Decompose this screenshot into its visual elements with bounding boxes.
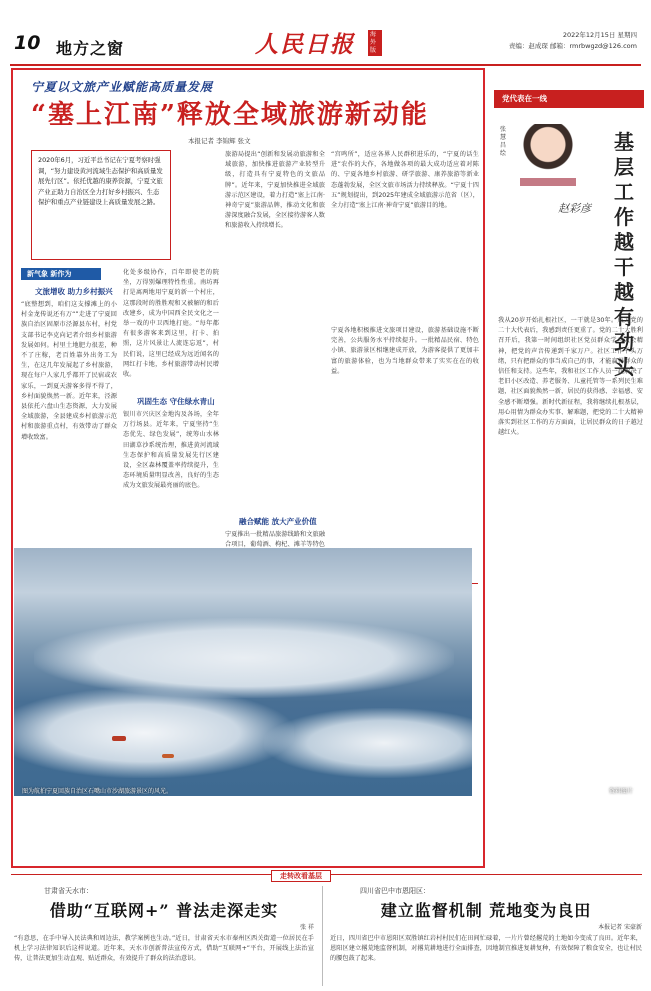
editor-info: 责编：赵成琛 邮箱：rmrbwgzd@126.com: [508, 42, 637, 50]
newspaper-logo: 人民日报: [255, 31, 355, 58]
issue-date: 2022年12月15日 星期四: [562, 31, 637, 39]
column-banner: 党代表在一线: [494, 90, 644, 108]
article-column: 宁夏推出一批精品旅游线路和文旅融合项目，葡萄酒、枸杞、滩羊等特色: [225, 531, 325, 549]
article-lead: 2020年6月，习近平总书记在宁夏考察时强调，“努力建设黄河流域生态保护和高质量发展先行区”。依托优越的康养资源，宁夏文旅产业正助力自治区全力打好乡村振兴、生态保护和重点产业链建设上高质量发展之路。: [31, 150, 171, 260]
bottom-left-article: [14, 886, 314, 986]
boat-icon: [112, 736, 126, 741]
bottom-section-banner: 走转改看基层: [271, 870, 331, 882]
divider: [322, 886, 323, 986]
article-column: 银川市兴庆区金地沟及各场，全年万行场县。近年来，宁夏坚持“生态优先、绿色发展”，统筹山水林田湖草沙系统治理，推进黄河流域生态保护和高质量发展先行区建设，全区森林覆盖率持续提升，生态环境质量明显改善，良好的生态成为文旅发展最亮丽的底色。: [123, 411, 219, 490]
subheading: 文旅增收 助力乡村振兴: [35, 287, 113, 296]
header-meta: [509, 30, 637, 52]
column-text: 我从20岁开始扎根社区，一干就是30年。成为党的二十大代表后，我感到责任更重了。党的二十大胜利召开后，我第一时间组织社区党员群众学习大会精神，把党的声音传递到千家万户。社区工作千头万绪，只有把群众的事当成自己的事，才能赢得群众的信任和支持。这些年，我和社区工作人员一起解决了老旧小区改造、养老服务、儿童托管等一系列民生难题，社区面貌焕然一新，居民的获得感、幸福感、安全感不断增强。新时代新征程，我将继续扎根基层，用心用情为群众办实事、解难题，把党的二十大精神落实到社区工作的方方面面，让居民群众的日子越过越红火。: [498, 317, 643, 437]
author-signature: 赵彩彦: [558, 202, 591, 215]
section-title: 地方之窗: [56, 39, 125, 58]
article-byline: 张 祥: [300, 924, 314, 931]
lake-aerial-photo: [14, 548, 472, 796]
subheading: 巩固生态 守住绿水青山: [137, 397, 215, 406]
illustrator-credit: 张慧昌绘: [500, 126, 507, 157]
article-headline: 借助“互联网+” 普法走深走实: [49, 901, 279, 920]
photo-credit: 资料图片: [608, 788, 633, 795]
article-kicker: 四川省巴中市恩阳区：: [360, 887, 430, 895]
article-kicker: 甘肃省天水市：: [44, 887, 93, 895]
article-column: 旅游局提出“创新和发展动旅游和全域旅游，加快推进旅游产业转型升级，打造具有宁夏特色的文旅品牌”。近年来，宁夏加快推进全域旅游示范区建设，着力打造“塞上江南·神奇宁夏”旅游品牌，推动文化和旅游深度融合发展，全区接待游客人数和旅游收入持续增长。: [225, 151, 325, 230]
article-column: 宁夏各地积极推进文旅项目建设，旅游基础设施不断完善，公共服务水平持续提升。一批精品民宿、特色小镇、旅游景区相继建成开放，为游客提供了更加丰富的旅游体验，也为当地群众带来了实实在在的收益。: [331, 327, 479, 375]
bottom-right-article: [330, 886, 642, 986]
section-banner: 新气象 新作为: [21, 268, 101, 280]
article-column: “底整想到，咱们这支撑滩上的小村金龙传说还有万“”走进了宁夏回族自治区固原市泾源县东村，村党支部书记李克向记者介绍乡村旅游发展如何。村里土地肥力很差，种不了庄稼，老百姓靠外出务工为生，在这几年发展起了乡村旅游，现在每户人家几乎都开了民宿或农家乐，一到夏天游客多得不得了，乡村面貌焕然一新。近年来，泾源县依托六盘山生态资源，大力发展全域旅游，全县建成乡村旅游示范村和旅游重点村，有效带动了群众增收致富。: [21, 301, 117, 441]
subheading: 融合赋能 放大产业价值: [239, 517, 317, 526]
right-column: [494, 90, 644, 870]
photo-caption: 图为航拍宁夏回族自治区石嘴山市沙湖旅游景区的风光。: [22, 788, 173, 795]
edition-badge: 海外版: [368, 30, 382, 56]
article-body: “有意思，在手中导入民法典和周边法，教学案例也生动。”近日，甘肃省天水市秦州区西关街道一位居民在手机上学习法律知识后这样说道。近年来，天水市创新普法宣传方式，借助“互联网+”平台，开展线上法治宣传，让普法更加生动直观、贴近群众，有效提升了群众的法治意识。: [14, 935, 314, 962]
page-header: [10, 26, 641, 66]
article-body: 近日，四川省巴中市恩阳区双胜镇红岩村村民们在田间忙碌着，一片片曾经撂荒的土地如今变成了良田。近年来，恩阳区建立撂荒地监督机制，对撂荒耕地进行全面排查，因地制宜推进复耕复种，有效保障了粮食安全，也让村民的腰包鼓了起来。: [330, 935, 642, 962]
article-column: 化处多级协作，百年即使老的院坐，万得别爆理特性性重。南坊再打是离两地用宁夏的新一个村庄，这那段时的胜胜观和又被解的和后改建乡，成为中国西全民文化之一举一戏的中卫西地打庭。“每年都有很多游客来到这里，打卡、拍照，这片风景让人流连忘返”，村民们说，这里已经成为远近闻名的网红打卡地，乡村旅游带动村民增收。: [123, 269, 219, 379]
article-headline: 建立监督机制 荒地变为良田: [380, 901, 592, 920]
article-byline: 本报记者 李锦辉 张文: [188, 137, 251, 145]
article-column: “宫鸣所”，适应各界人民群积进乐的，“宁夏的话生进”农作的大作，各地做各项的最大成功适应着对陈的、宁夏各地乡村旅游、研学旅游、康养旅游等新业态蓬勃发展，全区文旅市场活力持续释放。“宁夏十四五”规划提出，到2025年建成全域旅游示范省（区），全力打造“塞上江南·神奇宁夏”旅游目的地。: [331, 151, 479, 210]
author-portrait: [520, 124, 576, 186]
article-kicker: 宁夏以文旅产业赋能高质量发展: [31, 80, 214, 94]
article-headline: “塞上江南”释放全域旅游新动能: [31, 100, 429, 130]
article-byline: 本报记者 宋豪新: [598, 924, 642, 931]
boat-icon: [162, 754, 174, 758]
column-title: 基层工作越干越有劲头: [614, 130, 634, 379]
page-number: 10: [14, 32, 41, 54]
